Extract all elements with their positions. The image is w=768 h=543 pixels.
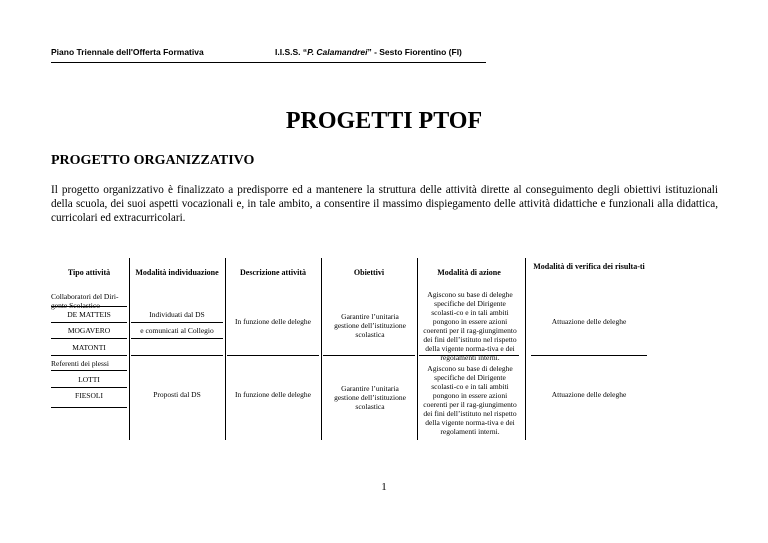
header-left: Piano Triennale dell'Offerta Formativa	[51, 47, 204, 57]
section-heading: PROGETTO ORGANIZZATIVO	[51, 153, 255, 168]
cell-tipo-fiesoli: FIESOLI	[75, 391, 103, 400]
row-separator	[131, 338, 223, 339]
column-divider	[525, 258, 526, 440]
cell-obiettivi-2: Garantire l’unitaria gestione dell’istituzione scolastica	[334, 384, 406, 411]
header-modalita-azione: Modalità di azione	[437, 268, 501, 277]
row-separator	[51, 387, 127, 388]
row-separator	[51, 338, 127, 339]
cell-modalita-proposti: Proposti dal DS	[153, 390, 201, 399]
header-modalita-verifica: Modalità di verifica dei risulta-ti	[533, 262, 645, 271]
cell-tipo-mogavero: MOGAVERO	[67, 326, 111, 335]
row-separator	[51, 370, 127, 371]
cell-azione-1: Agiscono su base di deleghe specifiche del Dirigente scolasti-co e in tali ambiti pongono in essere azioni coerenti per il rag-giungimento dei fini dell’istituto nel rispetto della vigente norma-tiva e dei regolamenti interni.	[423, 290, 517, 362]
cell-tipo-collaboratori: Collaboratori del Diri-gente Scolastico	[51, 292, 119, 310]
row-separator	[531, 355, 647, 356]
column-divider	[129, 258, 130, 440]
cell-tipo-lotti: LOTTI	[78, 375, 100, 384]
header-right-suffix: ” - Sesto Fiorentino (FI)	[367, 47, 462, 57]
cell-descrizione-2: In funzione delle deleghe	[234, 390, 311, 399]
row-separator	[51, 407, 127, 408]
column-divider	[225, 258, 226, 440]
row-separator	[131, 322, 223, 323]
row-separator	[51, 322, 127, 323]
row-separator	[323, 355, 415, 356]
cell-modalita-individuati: Individuati dal DS	[149, 310, 205, 319]
cell-descrizione-1: In funzione delle deleghe	[234, 317, 311, 326]
row-separator	[131, 355, 223, 356]
cell-azione-2: Agiscono su base di deleghe specifiche del Dirigente scolasti-co e in tali ambiti pongono in essere azioni coerenti per il rag-giungimento dei fini dell’istituto nel rispetto della vigente norma-tiva e dei regolamenti interni.	[423, 364, 517, 436]
header-right	[275, 47, 462, 57]
cell-obiettivi-1: Garantire l’unitaria gestione dell’istituzione scolastica	[334, 312, 406, 339]
row-separator	[227, 355, 319, 356]
header-right-prefix: I.I.S.S. “	[275, 47, 308, 57]
intro-paragraph: Il progetto organizzativo è finalizzato a predisporre ed a mantenere la struttura delle attività dirette al conseguimento degli obiettivi istituzionali della scuola, dei suoi aspetti vocazionali e, in tale ambito, a consentire il massimo dispiegamento delle attività didattiche e funzionali alla didattica, curricolari ed extracurricolari.	[51, 184, 718, 224]
cell-verifica-1: Attuazione delle deleghe	[551, 317, 627, 326]
header-right-italic: P. Calamandrei	[307, 47, 368, 57]
column-divider	[417, 258, 418, 440]
row-separator	[51, 355, 127, 356]
cell-tipo-referenti: Referenti dei plessi	[51, 359, 109, 368]
header-descrizione: Descrizione attività	[240, 268, 306, 277]
header-tipo: Tipo attività	[67, 268, 111, 277]
page-number: 1	[381, 481, 387, 493]
cell-verifica-2: Attuazione delle deleghe	[551, 390, 627, 399]
page-title: PROGETTI PTOF	[285, 108, 483, 134]
header-rule	[51, 62, 486, 63]
cell-modalita-comunicati: e comunicati al Collegio	[140, 326, 214, 335]
column-divider	[321, 258, 322, 440]
cell-tipo-de-matteis: DE MATTEIS	[67, 310, 111, 319]
header-obiettivi: Obiettivi	[353, 268, 385, 277]
header-modalita-individuazione: Modalità individuazione	[135, 268, 219, 277]
cell-tipo-matonti: MATONTI	[72, 343, 106, 352]
